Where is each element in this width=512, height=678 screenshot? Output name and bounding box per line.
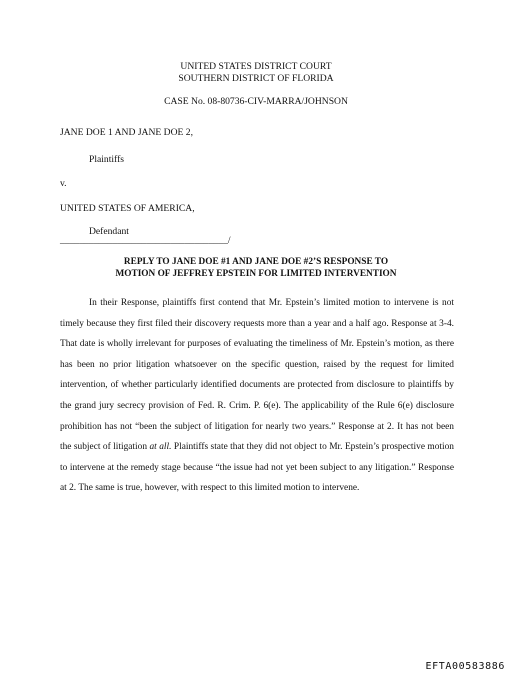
paragraph-text-part-1: In their Response, plaintiffs first contend that Mr. Epstein’s limited motion to intervene is not timely because they first filed their discovery requests more than a year and a half ago. Response at 3-4. That date is wholly irrelevant for purposes of evaluating the timeliness of Mr. Epstein’s motion, as there has been no prior litigation whatsoever on the specific question, raised by the request for limited intervention, of whether particularly identified documents are protected from disclosure to plaintiffs by the grand jury secrecy provision of Fed. R. Crim. P. 6(e). The applicability of the Rule 6(e) disclosure prohibition has not “been the subject of litigation for nearly two years.” Response at 2. It has not been the subject of litigation <box>60 298 454 453</box>
court-header <box>0 61 512 84</box>
bates-number: EFTA00583886 <box>425 661 505 672</box>
versus-label: v. <box>60 178 67 189</box>
plaintiffs-names: JANE DOE 1 AND JANE DOE 2, <box>60 127 193 138</box>
defendant-label: Defendant <box>89 226 129 237</box>
caption-closing-line: ___________________________________/ <box>60 235 231 246</box>
body-paragraph <box>60 293 454 499</box>
plaintiffs-label: Plaintiffs <box>89 154 125 165</box>
emphasis-text: at all. <box>149 442 172 453</box>
paragraph-1 <box>60 293 454 499</box>
court-name: UNITED STATES DISTRICT COURT <box>180 61 332 72</box>
title-line-1: REPLY TO JANE DOE #1 AND JANE DOE #2’S RESPONSE TO <box>123 257 389 267</box>
court-district: SOUTHERN DISTRICT OF FLORIDA <box>178 72 334 84</box>
defendant-name: UNITED STATES OF AMERICA, <box>60 203 195 214</box>
document-title <box>0 257 512 280</box>
title-line-2: MOTION OF JEFFREY EPSTEIN FOR LIMITED INTERVENTION <box>115 268 397 279</box>
case-number: CASE No. 08-80736-CIV-MARRA/JOHNSON <box>164 96 348 107</box>
paragraph-text-part-2: Plaintiffs state that they did not object to Mr. Epstein’s prospective motion to intervene at the remedy stage because “the issue had not yet been subject to any litigation.” Response at 2. The same is true, however, with respect to this limited motion to intervene. <box>60 442 454 494</box>
